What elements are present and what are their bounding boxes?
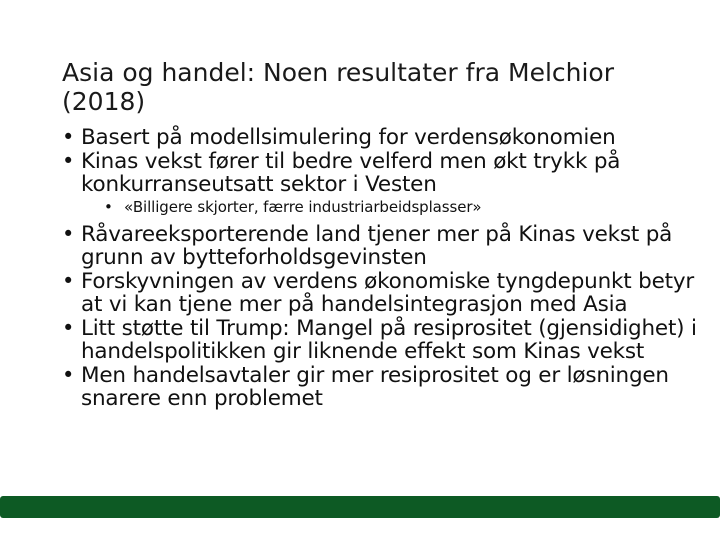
footer-edge xyxy=(0,518,720,540)
bullet-list xyxy=(62,126,702,411)
bullet-text: Litt støtte til Trump: Mangel på resiprositet (gjensidighet) i handelspolitikken gir liknende effekt som Kinas vekst xyxy=(81,315,697,364)
bullet-item xyxy=(62,223,702,270)
bullet-text: Kinas vekst fører til bedre velferd men økt trykk på konkurranseutsatt sektor i Vesten xyxy=(81,148,621,197)
bullet-marker: • xyxy=(62,315,75,340)
bullet-item xyxy=(62,364,702,411)
slide-title: Asia og handel: Noen resultater fra Melchior (2018) xyxy=(62,58,615,116)
bullet-marker: • xyxy=(62,125,75,149)
bullet-text: Råvareeksporterende land tjener mer på Kinas vekst på grunn av bytteforholdsgevinsten xyxy=(81,221,673,270)
bullet-item xyxy=(62,150,702,197)
bullet-text: Basert på modellsimulering for verdensøkonomien xyxy=(81,125,616,150)
bullet-marker: • xyxy=(104,197,113,216)
footer-bar xyxy=(0,496,720,518)
bullet-marker: • xyxy=(62,362,75,387)
bullet-text: «Billigere skjorter, færre industriarbeidsplasser» xyxy=(124,197,482,216)
bullet-text: Men handelsavtaler gir mer resiprositet og er løsningen snarere enn problemet xyxy=(81,362,669,411)
bullet-text: Forskyvningen av verdens økonomiske tyngdepunkt betyr at vi kan tjene mer på handelsintegrasjon med Asia xyxy=(81,268,694,317)
sub-bullet-item xyxy=(62,197,702,217)
bullet-item xyxy=(62,317,702,364)
bullet-item xyxy=(62,126,702,150)
bullet-item xyxy=(62,270,702,317)
bullet-marker: • xyxy=(62,148,75,173)
bullet-marker: • xyxy=(62,268,75,293)
bullet-marker: • xyxy=(62,221,75,246)
